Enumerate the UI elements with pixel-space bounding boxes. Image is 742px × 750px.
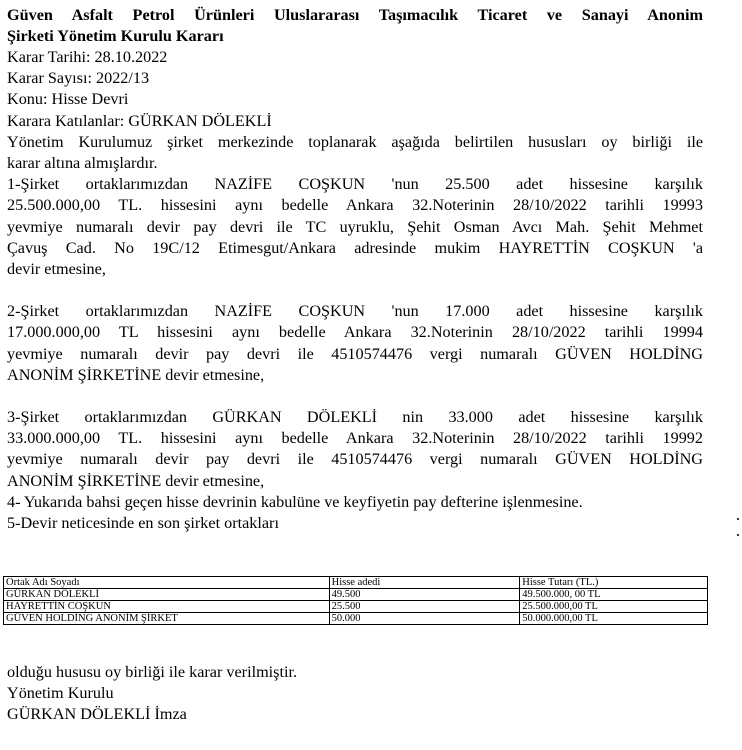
- partner-name-cell: GÜVEN HOLDİNG ANONİM ŞİRKET: [4, 613, 330, 625]
- table-row: [4, 601, 708, 613]
- share-count-cell: 50.000: [329, 613, 520, 625]
- closing-board: Yönetim Kurulu: [7, 684, 114, 703]
- edge-mark: [737, 518, 739, 520]
- title-line-1: Güven Asfalt Petrol Ürünleri Uluslararası Taşımacılık Ticaret ve Sanayi Anonim: [7, 6, 703, 24]
- decision-document: [7, 5, 703, 534]
- edge-mark: [737, 534, 739, 536]
- paragraph-gap: [7, 280, 703, 301]
- item-3-paragraph: [7, 407, 703, 492]
- item-1-line-1: 1-Şirket ortaklarımızdan NAZİFE COŞKUN 'nun 25.500 adet hissesine karşılık: [7, 175, 703, 194]
- header-share-count: Hisse adedi: [329, 577, 520, 589]
- header-partner-name: Ortak Adı Soyadı: [4, 577, 330, 589]
- intro-line-2: karar altına almışlardır.: [7, 154, 158, 173]
- item-3-line-1: 3-Şirket ortaklarımızdan GÜRKAN DÖLEKLİ nin 33.000 adet hissesine karşılık: [7, 408, 703, 427]
- item-2-line-2: 17.000.000,00 TL hissesini aynı bedelle Ankara 32.Noterinin 28/10/2022 tarihli 19994: [7, 323, 703, 342]
- item-3-line-3: yevmiye numaralı devir pay devri ile 4510574476 vergi numaralı GÜVEN HOLDİNG: [7, 450, 703, 469]
- partner-name-cell: GÜRKAN DÖLEKLİ: [4, 589, 330, 601]
- share-amount-cell: 50.000.000,00 TL: [520, 613, 708, 625]
- intro-paragraph: [7, 132, 703, 174]
- share-count-cell: 49.500: [329, 589, 520, 601]
- share-amount-cell: 49.500.000, 00 TL: [520, 589, 708, 601]
- item-2-paragraph: [7, 301, 703, 386]
- shareholders-table-wrapper: [3, 576, 708, 625]
- item-2-line-1: 2-Şirket ortaklarımızdan NAZİFE COŞKUN 'nun 17.000 adet hissesine karşılık: [7, 302, 703, 321]
- item-1-line-3: yevmiye numaralı devir pay devri ile TC uyruklu, Şehit Osman Avcı Mah. Şehit Mehmet: [7, 217, 703, 236]
- share-count-cell: 25.500: [329, 601, 520, 613]
- item-2-line-4: ANONİM ŞİRKETİNE devir etmesine,: [7, 365, 265, 384]
- item-1-line-2: 25.500.000,00 TL. hissesini aynı bedelle Ankara 32.Noterinin 28/10/2022 tarihli 19993: [7, 196, 703, 215]
- table-row: [4, 589, 708, 601]
- table-header-row: [4, 577, 708, 589]
- shareholders-table: [3, 576, 708, 625]
- item-3-line-2: 33.000.000,00 TL. hissesini aynı bedelle Ankara 32.Noterinin 28/10/2022 tarihli 19992: [7, 429, 703, 448]
- item-4-paragraph: 4- Yukarıda bahsi geçen hisse devrinin kabulüne ve keyfiyetin pay defterine işlenmesine.: [7, 492, 583, 511]
- header-share-amount: Hisse Tutarı (TL.): [520, 577, 708, 589]
- partner-name-cell: HAYRETTİN COŞKUN: [4, 601, 330, 613]
- document-title: [7, 5, 703, 47]
- closing-block: [7, 662, 297, 726]
- paragraph-gap: [7, 386, 703, 407]
- item-5-paragraph: 5-Devir neticesinde en son şirket ortakları: [7, 514, 279, 533]
- table-row: [4, 613, 708, 625]
- decision-attendees: Karara Katılanlar: GÜRKAN DÖLEKLİ: [7, 111, 272, 130]
- decision-date: Karar Tarihi: 28.10.2022: [7, 48, 168, 66]
- closing-statement: olduğu hususu oy birliği ile karar verilmiştir.: [7, 663, 297, 681]
- item-1-line-4: Çavuş Cad. No 19C/12 Etimesgut/Ankara adresinde mukim HAYRETTİN COŞKUN 'a: [7, 238, 703, 257]
- decision-number: Karar Sayısı: 2022/13: [7, 69, 150, 88]
- item-1-paragraph: [7, 174, 703, 280]
- intro-line-1: Yönetim Kurulumuz şirket merkezinde toplanarak aşağıda belirtilen hususları oy birliği ile: [7, 132, 703, 151]
- share-amount-cell: 25.500.000,00 TL: [520, 601, 708, 613]
- decision-subject: Konu: Hisse Devri: [7, 90, 129, 109]
- item-2-line-3: yevmiye numaralı devir pay devri ile 4510574476 vergi numaralı GÜVEN HOLDİNG: [7, 344, 703, 363]
- title-line-2: Şirketi Yönetim Kurulu Kararı: [7, 27, 224, 45]
- closing-signature: GÜRKAN DÖLEKLİ İmza: [7, 705, 187, 724]
- item-1-line-5: devir etmesine,: [7, 260, 106, 279]
- item-3-line-4: ANONİM ŞİRKETİNE devir etmesine,: [7, 471, 265, 490]
